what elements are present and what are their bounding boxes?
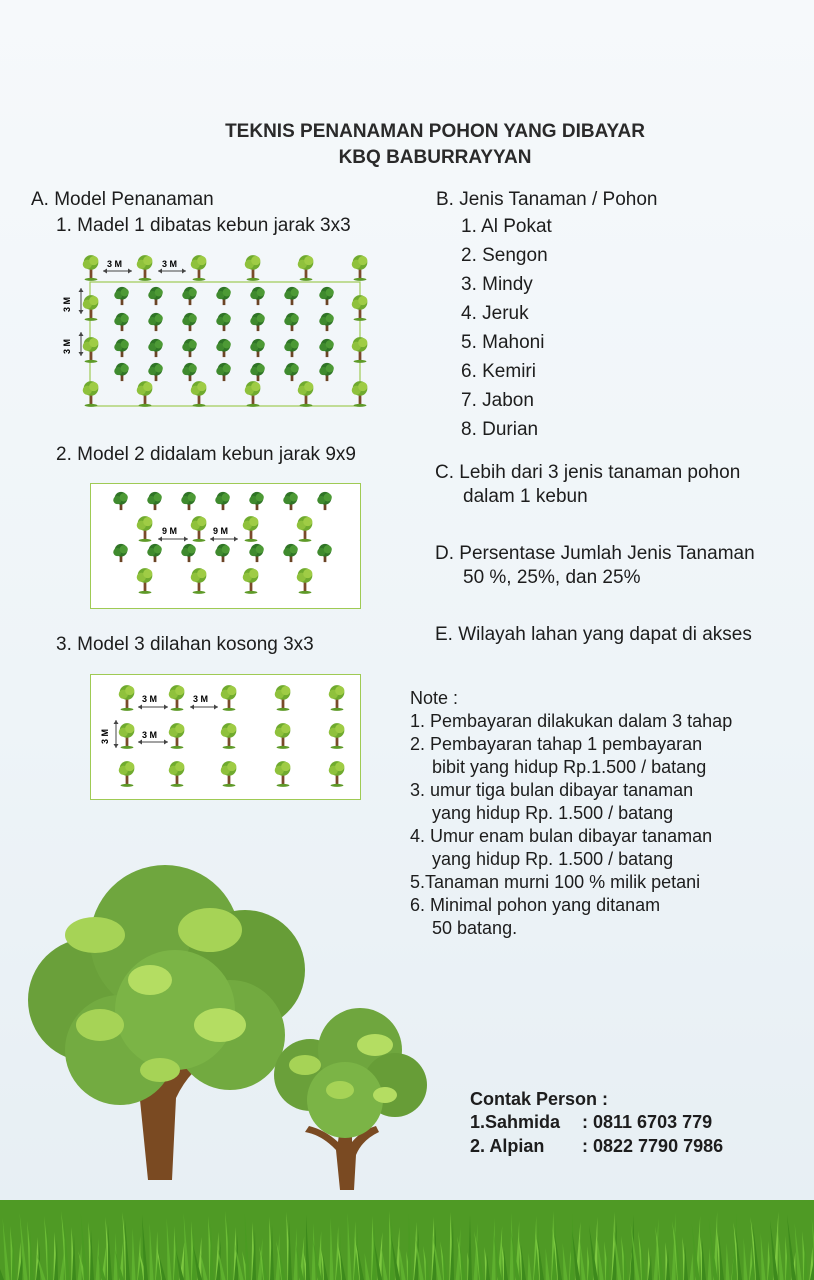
note-line: 6. Minimal pohon yang ditanam [410,895,661,915]
m3-label-3m-c: 3 M [142,730,158,740]
tree-dark-icon [114,287,129,305]
tree-dark-icon [148,287,163,305]
m1-label-3m-a: 3 M [107,259,123,269]
tree-icon [191,381,207,407]
note-line: yang hidup Rp. 1.500 / batang [432,803,674,823]
section-e-line1: E. Wilayah lahan yang dapat di akses [435,624,752,645]
model2-diagram [90,483,361,609]
tree-dark-icon [114,313,129,331]
section-a-heading: A. Model Penanaman [31,189,214,210]
contact-name-1: 1.Sahmida [470,1112,561,1132]
tree-dark-icon [216,287,231,305]
tree-dark-icon [148,313,163,331]
section-d-line2: 50 %, 25%, dan 25% [463,567,641,588]
contact-name-2: 2. Alpian [470,1136,545,1156]
tree-dark-icon [319,287,334,305]
contact-phone-1: : 0811 6703 779 [582,1112,713,1132]
model1-diagram [62,252,376,414]
tree-icon [83,381,99,407]
note-line: 1. Pembayaran dilakukan dalam 3 tahap [410,711,733,731]
page-subtitle: KBQ BABURRAYYAN [338,147,532,168]
note-line: 5.Tanaman murni 100 % milik petani [410,872,701,892]
tree-icon [298,255,314,281]
note-line: yang hidup Rp. 1.500 / batang [432,849,674,869]
tree-dark-icon [114,363,129,381]
tree-dark-icon [114,339,129,357]
note-line: 4. Umur enam bulan dibayar tanaman [410,826,713,846]
tree-dark-icon [250,287,265,305]
m2-label-9m-b: 9 M [213,526,229,536]
tree-icon [352,337,368,363]
grass-illustration [0,1180,814,1280]
tree-dark-icon [148,363,163,381]
section-c-line1: C. Lebih dari 3 jenis tanaman pohon [435,462,741,483]
tree-dark-icon [319,339,334,357]
contact-phone-2: : 0822 7790 7986 [582,1136,724,1156]
plant-list-item: 4. Jeruk [461,303,529,324]
tree-dark-icon [182,339,197,357]
tree-icon [298,381,314,407]
tree-dark-icon [319,313,334,331]
section-d-line1: D. Persentase Jumlah Jenis Tanaman [435,543,755,564]
m3-label-3m-a: 3 M [142,694,158,704]
tree-dark-icon [216,363,231,381]
tree-icon [83,295,99,321]
tree-dark-icon [284,363,299,381]
tree-dark-icon [284,313,299,331]
model2-heading: 2. Model 2 didalam kebun jarak 9x9 [56,444,356,465]
note-line: bibit yang hidup Rp.1.500 / batang [432,757,707,777]
m1-label-3m-v1: 3 M [62,296,72,312]
tree-dark-icon [182,313,197,331]
note-line: 3. umur tiga bulan dibayar tanaman [410,780,694,800]
model3-diagram [90,674,361,800]
note-heading: Note : [410,688,459,708]
tree-icon [191,255,207,281]
tree-icon [352,295,368,321]
plant-list-item: 5. Mahoni [461,332,545,353]
note-line: 50 batang. [432,918,518,938]
plant-list-item: 7. Jabon [461,390,534,411]
tree-dark-icon [250,363,265,381]
section-c-line2: dalam 1 kebun [463,486,588,507]
m3-label-3m-v: 3 M [100,728,110,744]
m1-label-3m-b: 3 M [162,259,178,269]
tree-dark-icon [250,339,265,357]
contact-heading: Contak Person : [470,1089,609,1109]
model3-heading: 3. Model 3 dilahan kosong 3x3 [56,634,314,655]
tree-dark-icon [182,363,197,381]
plant-list-item: 3. Mindy [461,274,533,295]
model1-heading: 1. Madel 1 dibatas kebun jarak 3x3 [56,215,351,236]
tree-dark-icon [148,339,163,357]
tree-dark-icon [319,363,334,381]
tree-icon [137,381,153,407]
note-line: 2. Pembayaran tahap 1 pembayaran [410,734,703,754]
decorative-trees-illustration [0,850,460,1200]
tree-dark-icon [284,287,299,305]
tree-icon [137,255,153,281]
m1-label-3m-v2: 3 M [62,338,72,354]
tree-icon [245,255,261,281]
plant-list-item: 1. Al Pokat [461,216,552,237]
tree-dark-icon [216,313,231,331]
tree-icon [352,255,368,281]
m3-label-3m-b: 3 M [193,694,209,704]
plant-list-item: 6. Kemiri [461,361,536,382]
tree-icon [352,381,368,407]
section-b-heading: B. Jenis Tanaman / Pohon [436,189,658,210]
plant-list-item: 2. Sengon [461,245,548,266]
plant-list-item: 8. Durian [461,419,539,440]
page-title: TEKNIS PENANAMAN POHON YANG DIBAYAR [225,121,645,142]
tree-dark-icon [250,313,265,331]
tree-icon [83,255,99,281]
m2-label-9m-a: 9 M [162,526,178,536]
tree-dark-icon [284,339,299,357]
tree-dark-icon [182,287,197,305]
tree-icon [245,381,261,407]
tree-icon [83,337,99,363]
tree-dark-icon [216,339,231,357]
